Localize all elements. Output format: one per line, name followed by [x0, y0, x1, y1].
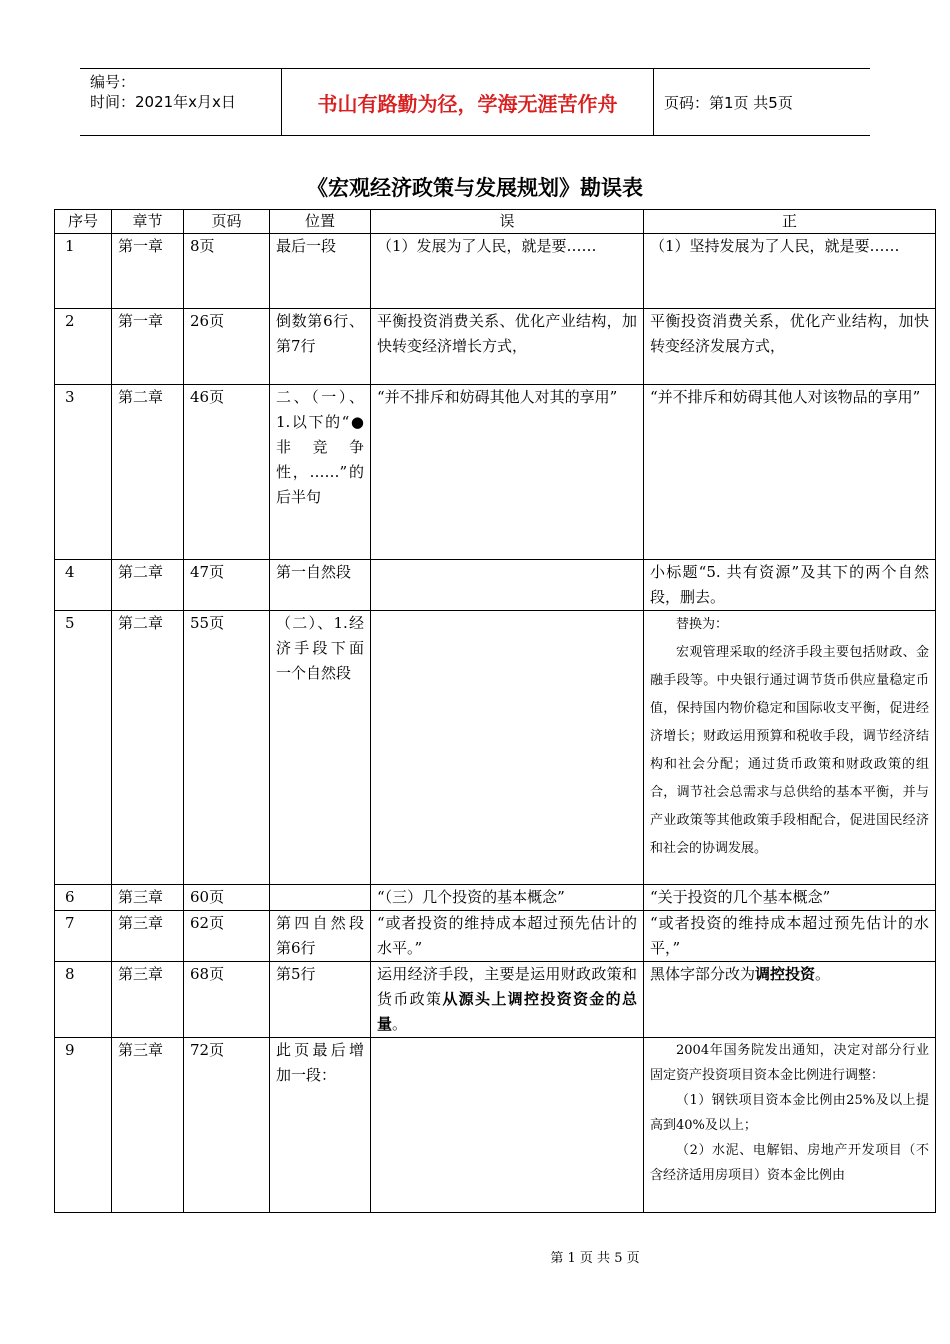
- replacement-text: 宏观管理采取的经济手段主要包括财政、金融手段等。中央银行通过调节货币供应量稳定币值，保持国内物价稳定和国际收支平衡，促进经济增长；财政运用预算和税收手段，调节经济结构和社会分配；通过货币政策和财政政策的组合，调节社会总需求与总供给的基本平衡，并与产业政策等其他政策手段相配合，促进国民经济和社会的协调发展。: [650, 645, 929, 856]
- cell-chapter: 第三章: [112, 962, 184, 1038]
- table-row: [55, 911, 936, 962]
- added-paragraph-1: 2004年国务院发出通知，决定对部分行业固定资产投资项目资本金比例进行调整：: [650, 1043, 929, 1083]
- cell-no: 8: [55, 962, 112, 1038]
- code-label: 编号：: [90, 73, 136, 91]
- cell-chapter: 第三章: [112, 885, 184, 911]
- cell-chapter: 第一章: [112, 234, 184, 309]
- right-plain-text: 黑体字部分改为: [650, 965, 756, 983]
- cell-no: 3: [55, 385, 112, 560]
- col-header-no: 序号: [55, 210, 112, 234]
- cell-no: 9: [55, 1038, 112, 1213]
- document-title: 《宏观经济政策与发展规划》勘误表: [307, 176, 643, 200]
- added-paragraph-2: （1）钢铁项目资本金比例由25%及以上提高到40%及以上；: [650, 1093, 929, 1133]
- cell-page: 68页: [184, 962, 270, 1038]
- cell-page: 62页: [184, 911, 270, 962]
- cell-right: 小标题“5. 共有资源”及其下的两个自然段，删去。: [644, 560, 936, 611]
- cell-wrong: “并不排斥和妨碍其他人对其的享用”: [371, 385, 644, 560]
- cell-chapter: 第二章: [112, 611, 184, 885]
- errata-table: [54, 209, 936, 1213]
- cell-position: 第5行: [270, 962, 371, 1038]
- cell-wrong: [371, 611, 644, 885]
- cell-chapter: 第三章: [112, 911, 184, 962]
- cell-page: 47页: [184, 560, 270, 611]
- cell-right: “或者投资的维持成本超过预先估计的水平，”: [644, 911, 936, 962]
- table-header-row: [55, 210, 936, 234]
- cell-right: [644, 962, 936, 1038]
- cell-right: [644, 611, 936, 885]
- cell-wrong: （1）发展为了人民，就是要……: [371, 234, 644, 309]
- header-page-label: 页码：第1页 共5页: [664, 93, 793, 112]
- page-footer: 第 1 页 共 5 页: [550, 1251, 640, 1266]
- cell-position: （二）、1.经济手段下面一个自然段: [270, 611, 371, 885]
- cell-page: 60页: [184, 885, 270, 911]
- table-row: [55, 234, 936, 309]
- table-row: [55, 1038, 936, 1213]
- added-paragraph-3: （2）水泥、电解铝、房地产开发项目（不含经济适用房项目）资本金比例由: [650, 1143, 929, 1183]
- table-row: [55, 611, 936, 885]
- cell-no: 1: [55, 234, 112, 309]
- table-row: [55, 560, 936, 611]
- col-header-page: 页码: [184, 210, 270, 234]
- cell-page: 26页: [184, 309, 270, 385]
- cell-position: 最后一段: [270, 234, 371, 309]
- col-header-position: 位置: [270, 210, 371, 234]
- cell-right: “并不排斥和妨碍其他人对该物品的享用”: [644, 385, 936, 560]
- cell-right: [644, 1038, 936, 1213]
- cell-no: 2: [55, 309, 112, 385]
- cell-position: 此页最后增加一段：: [270, 1038, 371, 1213]
- header-motto: 书山有路勤为径，学海无涯苦作舟: [282, 69, 654, 135]
- wrong-bold-text: 从源头上调控投资资金的总量: [377, 990, 637, 1033]
- col-header-wrong: 误: [371, 210, 644, 234]
- cell-chapter: 第二章: [112, 385, 184, 560]
- table-row: [55, 885, 936, 911]
- cell-right: （1）坚持发展为了人民，就是要……: [644, 234, 936, 309]
- cell-wrong: “或者投资的维持成本超过预先估计的水平。”: [371, 911, 644, 962]
- cell-wrong: [371, 1038, 644, 1213]
- wrong-plain-text: 运用经济手段，主要是运用财政政策和货币政策: [377, 965, 637, 1008]
- document-header: [80, 68, 870, 136]
- cell-no: 7: [55, 911, 112, 962]
- cell-position: 第一自然段: [270, 560, 371, 611]
- col-header-chapter: 章节: [112, 210, 184, 234]
- cell-wrong: [371, 962, 644, 1038]
- cell-page: 8页: [184, 234, 270, 309]
- cell-no: 4: [55, 560, 112, 611]
- cell-position: 倒数第6行、第7行: [270, 309, 371, 385]
- header-meta: [80, 69, 282, 135]
- cell-chapter: 第三章: [112, 1038, 184, 1213]
- cell-right: “关于投资的几个基本概念”: [644, 885, 936, 911]
- table-row: [55, 962, 936, 1038]
- cell-page: 55页: [184, 611, 270, 885]
- cell-page: 72页: [184, 1038, 270, 1213]
- cell-position: 第四自然段第6行: [270, 911, 371, 962]
- cell-position: [270, 885, 371, 911]
- cell-chapter: 第一章: [112, 309, 184, 385]
- replacement-intro: 替换为：: [676, 617, 729, 632]
- cell-chapter: 第二章: [112, 560, 184, 611]
- cell-no: 6: [55, 885, 112, 911]
- cell-no: 5: [55, 611, 112, 885]
- time-label: 时间：2021年x月x日: [90, 93, 236, 111]
- table-row: [55, 309, 936, 385]
- table-row: [55, 385, 936, 560]
- cell-right: 平衡投资消费关系，优化产业结构，加快转变经济发展方式，: [644, 309, 936, 385]
- right-bold-text: 调控投资: [755, 965, 816, 983]
- cell-wrong: [371, 560, 644, 611]
- right-end-text: 。: [815, 965, 831, 983]
- cell-position: 二、（一）、1.以下的“● 非竞争性，……”的后半句: [270, 385, 371, 560]
- cell-page: 46页: [184, 385, 270, 560]
- cell-wrong: 平衡投资消费关系、优化产业结构，加快转变经济增长方式，: [371, 309, 644, 385]
- wrong-end-text: 。: [392, 1015, 408, 1033]
- col-header-right: 正: [644, 210, 936, 234]
- cell-wrong: “（三）几个投资的基本概念”: [371, 885, 644, 911]
